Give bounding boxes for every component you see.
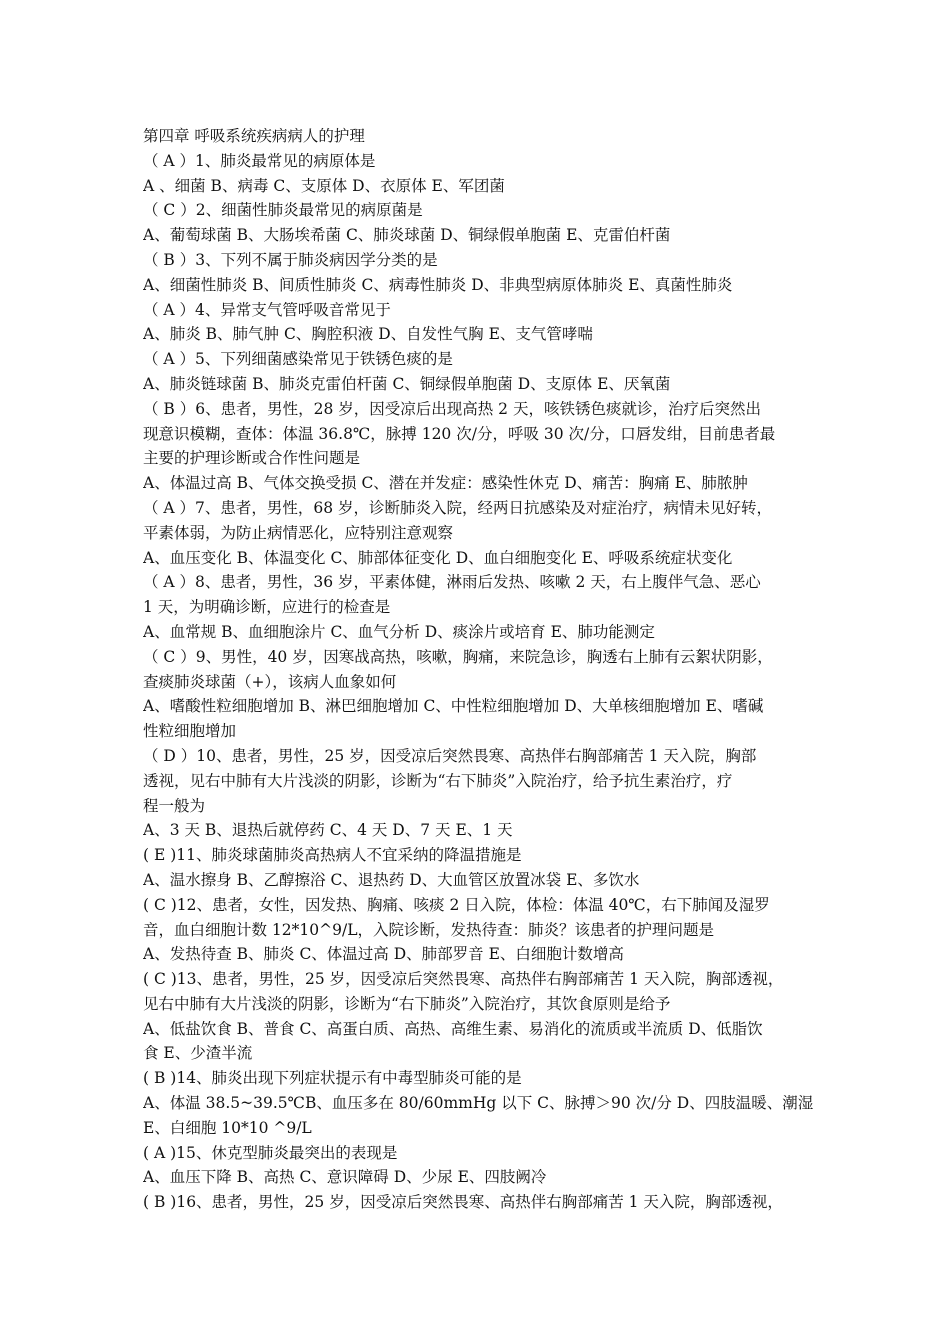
question-line: 现意识模糊，查体：体温 36.8℃，脉搏 120 次/分，呼吸 30 次/分，口唇发绀，目前患者最 — [143, 424, 776, 443]
question-line: 见右中肺有大片浅淡的阴影，诊断为“右下肺炎”入院治疗，其饮食原则是给予 — [143, 994, 671, 1013]
question-line: ( B )16、患者，男性，25 岁，因受凉后突然畏寒、高热伴右胸部痛苦 1 天入院，胸部透视， — [143, 1193, 783, 1212]
options-line: A、细菌性肺炎 B、间质性肺炎 C、病毒性肺炎 D、非典型病原体肺炎 E、真菌性肺炎 — [143, 275, 733, 294]
options-line: E、白细胞 10*10 ^9/L — [143, 1118, 312, 1137]
document-body — [143, 124, 823, 1215]
options-line: A、体温过高 B、气体交换受损 C、潜在并发症：感染性休克 D、痛苦：胸痛 E、肺脓肿 — [143, 474, 748, 493]
question-line: 透视，见右中肺有大片浅淡的阴影，诊断为“右下肺炎”入院治疗，给予抗生素治疗，疗 — [143, 771, 733, 790]
options-line: A、肺炎链球菌 B、肺炎克雷伯杆菌 C、铜绿假单胞菌 D、支原体 E、厌氧菌 — [143, 374, 671, 393]
options-line: A 、细菌 B、病毒 C、支原体 D、衣原体 E、军团菌 — [143, 176, 505, 195]
question-line: 平素体弱，为防止病情恶化，应特别注意观察 — [143, 523, 454, 542]
question-line: （ A ）4、异常支气管呼吸音常见于 — [143, 300, 391, 319]
question-line: （ A ）5、下列细菌感染常见于铁锈色痰的是 — [143, 350, 453, 369]
question-line: 1 天，为明确诊断，应进行的检查是 — [143, 598, 391, 617]
question-line: （ A ）8、患者，男性，36 岁，平素体健，淋雨后发热、咳嗽 2 天，右上腹伴气急、恶心 — [143, 573, 761, 592]
question-line: 程一般为 — [143, 796, 206, 815]
question-line: （ C ）2、细菌性肺炎最常见的病原菌是 — [143, 201, 423, 220]
question-line: ( B )14、肺炎出现下列症状提示有中毒型肺炎可能的是 — [143, 1069, 522, 1088]
question-line: ( A )15、休克型肺炎最突出的表现是 — [143, 1143, 398, 1162]
question-line: （ D ）10、患者，男性，25 岁，因受凉后突然畏寒、高热伴右胸部痛苦 1 天入院，胸部 — [143, 746, 757, 765]
options-line: A、发热待查 B、肺炎 C、体温过高 D、肺部罗音 E、白细胞计数增高 — [143, 945, 624, 964]
question-line: 查痰肺炎球菌（+），该病人血象如何 — [143, 672, 397, 691]
options-line: A、血压下降 B、高热 C、意识障碍 D、少尿 E、四肢阙冷 — [143, 1168, 547, 1187]
question-line: （ C ）9、男性，40 岁，因寒战高热，咳嗽，胸痛，来院急诊，胸透右上肺有云絮状阴影， — [143, 647, 773, 666]
options-line: A、肺炎 B、肺气肿 C、胸腔积液 D、自发性气胸 E、支气管哮喘 — [143, 325, 593, 344]
options-line: A、温水擦身 B、乙醇擦浴 C、退热药 D、大血管区放置冰袋 E、多饮水 — [143, 870, 640, 889]
question-line: ( C )12、患者，女性，因发热、胸痛、咳痰 2 日入院，体检：体温 40℃，右下肺闻及湿罗 — [143, 895, 770, 914]
question-line: （ B ）3、下列不属于肺炎病因学分类的是 — [143, 250, 438, 269]
question-line: 音，血白细胞计数 12*10^9/L，入院诊断，发热待查：肺炎？该患者的护理问题是 — [143, 920, 714, 939]
options-line: A、3 天 B、退热后就停药 C、4 天 D、7 天 E、1 天 — [143, 821, 513, 840]
options-line: A、血常规 B、血细胞涂片 C、血气分析 D、痰涂片或培育 E、肺功能测定 — [143, 622, 655, 641]
options-line: 食 E、少渣半流 — [143, 1044, 253, 1063]
question-line: （ A ）1、肺炎最常见的病原体是 — [143, 151, 376, 170]
options-line: 性粒细胞增加 — [143, 722, 237, 741]
question-line: （ A ）7、患者，男性，68 岁，诊断肺炎入院，经两日抗感染及对症治疗，病情未见好转， — [143, 498, 773, 517]
question-line: 主要的护理诊断或合作性问题是 — [143, 449, 361, 468]
question-line: ( E )11、肺炎球菌肺炎高热病人不宜采纳的降温措施是 — [143, 846, 522, 865]
question-line: （ B ）6、患者，男性，28 岁，因受凉后出现高热 2 天，咳铁锈色痰就诊，治疗后突然出 — [143, 399, 761, 418]
options-line: A、低盐饮食 B、普食 C、高蛋白质、高热、高维生素、易消化的流质或半流质 D、低脂饮 — [143, 1019, 763, 1038]
question-line: ( C )13、患者，男性，25 岁，因受凉后突然畏寒、高热伴右胸部痛苦 1 天入院，胸部透视， — [143, 970, 784, 989]
options-line: A、体温 38.5~39.5℃B、血压多在 80/60mmHg 以下 C、脉搏＞90 次/分 D、四肢温暖、潮湿 — [143, 1094, 814, 1113]
options-line: A、葡萄球菌 B、大肠埃希菌 C、肺炎球菌 D、铜绿假单胞菌 E、克雷伯杆菌 — [143, 226, 671, 245]
chapter-title: 第四章 呼吸系统疾病病人的护理 — [143, 127, 365, 145]
options-line: A、嗜酸性粒细胞增加 B、淋巴细胞增加 C、中性粒细胞增加 D、大单核细胞增加 E、嗜碱 — [143, 697, 764, 716]
options-line: A、血压变化 B、体温变化 C、肺部体征变化 D、血白细胞变化 E、呼吸系统症状变化 — [143, 548, 733, 567]
